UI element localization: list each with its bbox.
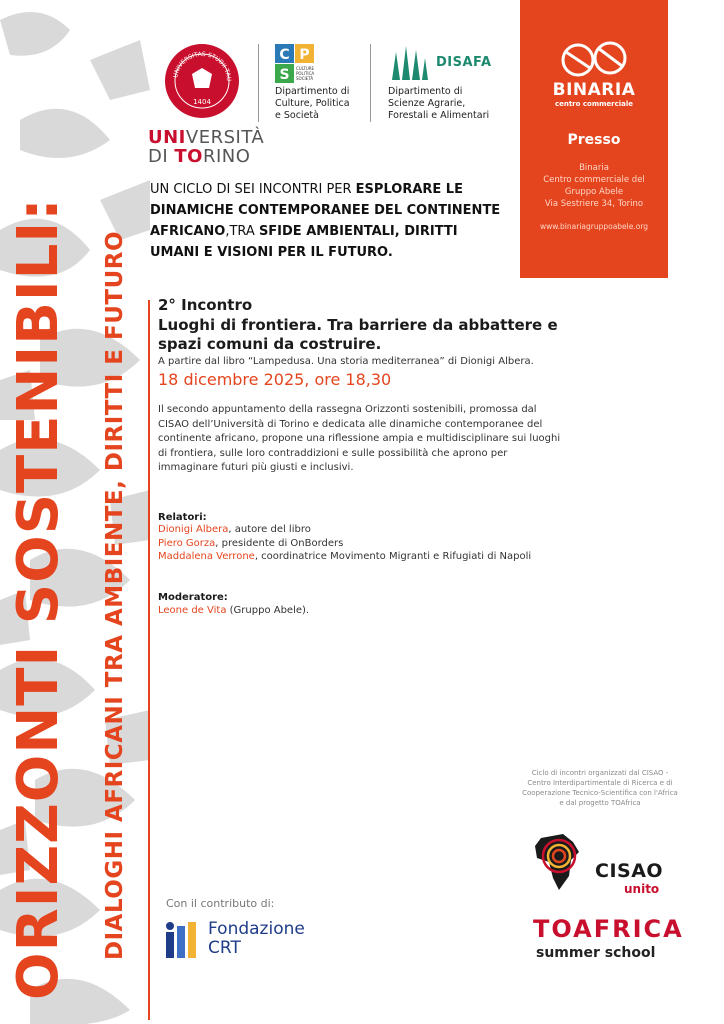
unito-wordmark: UNIVERSITÀ DI TORINO (148, 127, 265, 167)
svg-text:C: C (279, 47, 290, 63)
speaker-item: Dionigi Albera, autore del libro (158, 524, 311, 535)
event-date: 18 dicembre 2025, ore 18,30 (158, 370, 392, 389)
toafrica-logo: TOAFRICA (533, 915, 684, 943)
cisao-name: CISAO (595, 860, 664, 882)
disafa-leaf-icon (388, 44, 428, 82)
unito-seal-icon (165, 44, 239, 118)
series-subtitle: DIALOGHI AFRICANI TRA AMBIENTE, DIRITTI E FUTURO (102, 230, 128, 960)
svg-text:P: P (299, 47, 310, 63)
intro-text: UN CICLO DI SEI INCONTRI PER ESPLORARE LE DINAMICHE CONTEMPORANEE DEL CONTINENTE AFRICANO,TRA SFIDE AMBIENTALI, DIRITTI UMANI E VISIONI PER IL FUTURO. (150, 182, 501, 260)
logo-separator (370, 44, 371, 122)
speaker-item: Maddalena Verrone, coordinatrice Movimento Migranti e Rifugiati di Napoli (158, 551, 532, 562)
binaria-logo-name: BINARIA (552, 80, 636, 100)
venue-panel (520, 0, 668, 278)
organizer-note: Ciclo di incontri organizzati dal CISAO - Centro Interdipartimentale di Ricerca e di Cooperazione Tecnico-Scientifica con l'Africa e dal progetto TOAfrica (522, 769, 678, 807)
fondazione-crt-logo-icon (166, 922, 202, 958)
event-number: 2° Incontro (158, 296, 253, 314)
summer-school-label: summer school (536, 945, 656, 961)
divider-line (148, 300, 150, 1020)
venue-address: Binaria Centro commerciale del Gruppo Abele Via Sestriere 34, Torino (543, 163, 645, 209)
cps-department: Dipartimento di Culture, Politica e Società (275, 86, 350, 121)
moderator-label: Moderatore: (158, 592, 228, 603)
africa-map-icon (533, 832, 583, 892)
binaria-logo-icon (558, 36, 630, 82)
seal-text: UNIVERSITAS STUDII TAU (172, 50, 233, 82)
event-subtitle: A partire dal libro “Lampedusa. Una storia mediterranea” di Dionigi Albera. (158, 356, 534, 367)
fondazione-crt-name: Fondazione CRT (208, 919, 305, 958)
presso-label: Presso (567, 132, 621, 148)
svg-text:S: S (279, 67, 290, 83)
logo-separator (258, 44, 259, 122)
binaria-logo-sub: centro commerciale (554, 100, 634, 108)
speakers-list (158, 523, 578, 564)
cisao-unito: unito (624, 882, 660, 896)
disafa-department: Dipartimento di Scienze Agrarie, Forestali e Alimentari (388, 86, 490, 121)
cps-small-text: CULTURE POLITICA SOCIETÀ (296, 66, 315, 81)
moderator: Leone de Vita (Gruppo Abele). (158, 605, 310, 616)
seal-year: 1404 (193, 98, 211, 106)
speaker-item: Piero Gorza, presidente di OnBorders (158, 537, 344, 549)
event-title: Luoghi di frontiera. Tra barriere da abbattere e spazi comuni da costruire. (158, 316, 558, 353)
venue-website-link[interactable]: www.binariagruppoabele.org (539, 222, 649, 231)
disafa-name: DISAFA (436, 55, 492, 70)
contribution-label: Con il contributo di: (166, 897, 275, 910)
speakers-label: Relatori: (158, 512, 207, 523)
event-description: Il secondo appuntamento della rassegna Orizzonti sostenibili, promossa dal CISAO dell’Università di Torino e dedicata alle dinamiche contemporanee del continente africano, propone una riflessione ampia e multidisciplinare sui luoghi di frontiera, sulle loro contraddizioni e sulle possibilità che aprono per immaginare futuri più giusti e inclusivi. (158, 404, 561, 473)
series-title: ORIZZONTI SOSTENIBILI: (6, 197, 71, 1000)
